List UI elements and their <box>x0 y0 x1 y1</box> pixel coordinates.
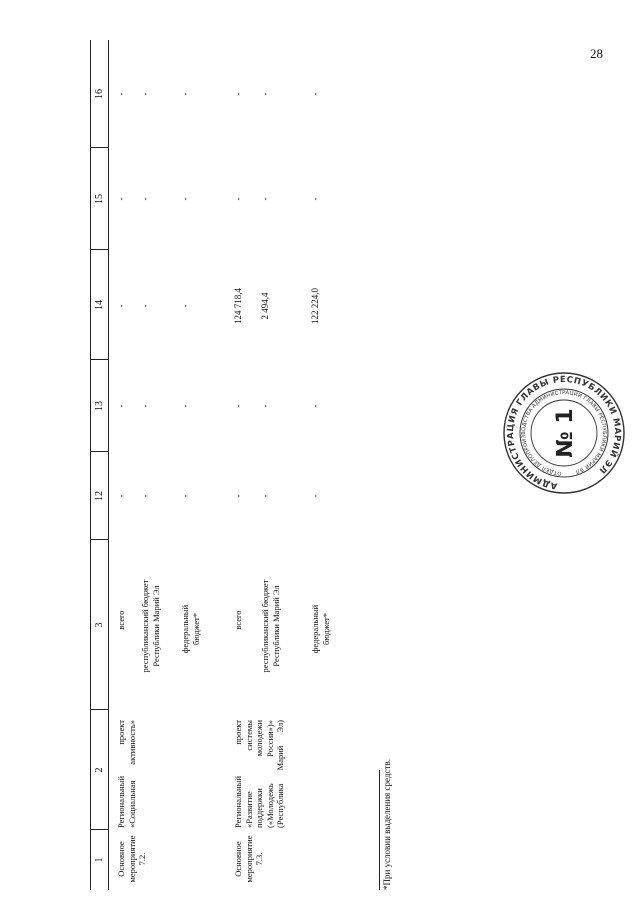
row-1-total-15: - <box>116 197 126 201</box>
row-1-federal-16: - <box>180 92 190 96</box>
row-2-republic-16: - <box>260 92 270 96</box>
row-2-federal-14: 122 224,0 <box>310 288 320 324</box>
table-top-rule <box>90 40 91 890</box>
row-1-federal-13: - <box>180 404 190 408</box>
header-col-1: 1 <box>94 857 105 863</box>
row-2-total-16: - <box>233 92 243 96</box>
row-1-total-14: - <box>116 304 126 308</box>
row-1-federal-14: - <box>180 304 190 308</box>
row-1-project-name: Региональный проект «Социальная активность» <box>116 720 137 828</box>
header-col-15: 15 <box>94 194 105 204</box>
row-1-total-16: - <box>116 92 126 96</box>
row-2-project-name: Региональный проект «Развитие системы поддержки молодежи («Молодежь России»)» (Республика Марий Эл) <box>233 720 285 828</box>
row-2-federal-16: - <box>310 92 320 96</box>
row-2-event-number: Основное мероприятие 7.3. <box>233 835 264 883</box>
page-number: 28 <box>590 46 603 61</box>
row-1-source-total: всего <box>116 610 126 630</box>
row-1-federal-12: - <box>180 494 190 498</box>
table-header-rule <box>108 40 109 890</box>
row-2-source-total: всего <box>233 610 243 630</box>
row-2-federal-12: - <box>310 494 320 498</box>
official-stamp <box>502 371 626 495</box>
row-1-federal-15: - <box>180 197 190 201</box>
row-2-federal-13: - <box>310 404 320 408</box>
row-1-republic-12: - <box>140 494 150 498</box>
row-1-republic-13: - <box>140 404 150 408</box>
row-1-source-republic: республиканский бюджет Республики Марий Эл <box>140 579 161 673</box>
stamp-ring-text: АДМИНИСТРАЦИЯ ГЛАВЫ РЕСПУБЛИКИ МАРИЙ ЭЛ <box>505 374 623 491</box>
stamp-number: № 1 <box>553 408 578 458</box>
footnote-rule <box>379 770 380 890</box>
row-1-republic-15: - <box>140 197 150 201</box>
row-2-republic-15: - <box>260 197 270 201</box>
footnote: *При условии выделения средств. <box>382 759 392 890</box>
row-2-source-republic: республиканский бюджет Республики Марий Эл <box>260 579 281 673</box>
row-2-source-federal: федеральный бюджет* <box>310 604 331 654</box>
header-col-14: 14 <box>94 300 105 310</box>
header-col-16: 16 <box>94 89 105 99</box>
row-1-event-number: Основное мероприятие 7.2. <box>116 835 147 883</box>
row-2-total-14: 124 718,4 <box>233 288 243 324</box>
row-2-federal-15: - <box>310 197 320 201</box>
row-2-total-12: - <box>233 494 243 498</box>
row-1-republic-16: - <box>140 92 150 96</box>
stamp-inner-text: ОТДЕЛ ДЕЛОПРОИЗВОДСТВА АДМИНИСТРАЦИИ ГЛАВЫ РЕСПУБЛИКИ МАРИЙ ЭЛ <box>520 389 608 476</box>
row-1-source-federal: федеральный бюджет* <box>180 604 201 654</box>
header-col-12: 12 <box>94 491 105 501</box>
row-2-republic-13: - <box>260 404 270 408</box>
header-col-13: 13 <box>94 401 105 411</box>
row-2-republic-14: 2 494,4 <box>260 292 270 320</box>
header-col-3: 3 <box>94 622 105 628</box>
header-col-2: 2 <box>94 767 105 773</box>
row-2-total-13: - <box>233 404 243 408</box>
row-2-republic-12: - <box>260 494 270 498</box>
row-1-total-12: - <box>116 494 126 498</box>
row-2-total-15: - <box>233 197 243 201</box>
row-1-total-13: - <box>116 404 126 408</box>
row-1-republic-14: - <box>140 304 150 308</box>
